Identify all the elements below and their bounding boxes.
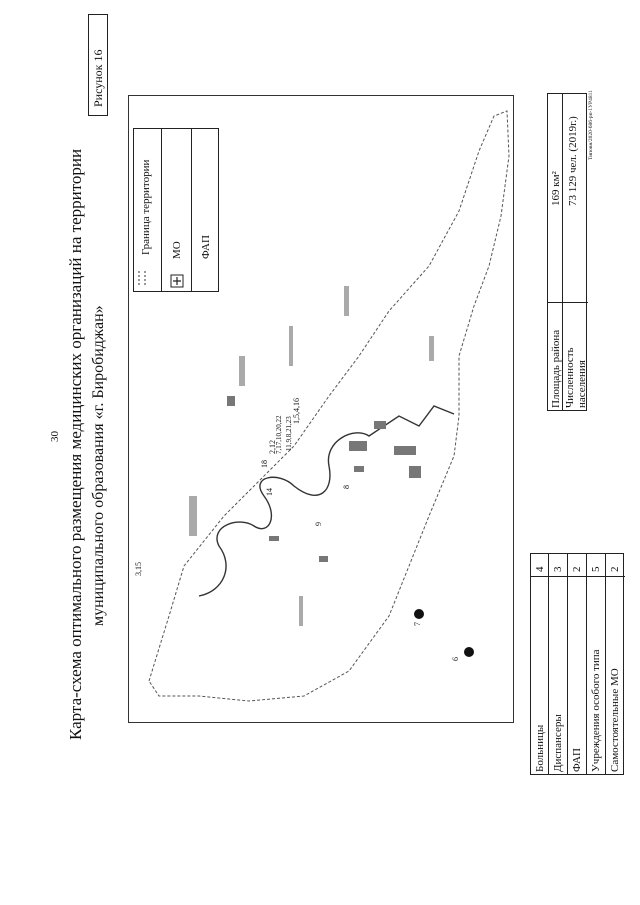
table-row: [549, 554, 568, 774]
marker-label: 6: [451, 657, 460, 661]
area-label: Площадь района: [550, 329, 562, 408]
legend-label: ФАП: [200, 235, 212, 259]
marker-label: 8: [342, 485, 351, 489]
facility-marker: [414, 609, 424, 619]
table-row: [568, 554, 587, 774]
population-value: 73 129 чел. (2019г.): [567, 116, 579, 206]
table-row: [548, 94, 563, 410]
facilities-table: [530, 553, 624, 775]
area-value: 169 км²: [550, 171, 562, 206]
source-note: Типовн/2020-686-рп-1УР4811: [588, 90, 594, 160]
figure-label: Рисунок 16: [91, 49, 105, 107]
table-row: [606, 554, 625, 774]
table-row-name: ФАП: [571, 748, 583, 772]
marker-label: 7: [413, 622, 422, 626]
marker-label: 3,15: [134, 562, 143, 576]
table-row-name: Диспансеры: [552, 714, 564, 772]
table-row-name: Самостоятельные МО: [609, 668, 621, 772]
dashed-boundary-icon: [135, 269, 161, 289]
table-row-count: 2: [571, 566, 583, 572]
page-number: 30: [49, 431, 61, 442]
table-row-name: Учреждения особого типа: [590, 649, 602, 772]
legend-label: Граница территории: [140, 159, 152, 255]
map-legend: [133, 128, 219, 292]
marker-label: 1,5,4,16: [292, 398, 301, 424]
marker-label: 9: [314, 522, 323, 526]
population-label: населения: [576, 360, 588, 408]
table-row-name: Больницы: [534, 724, 546, 772]
map-title-line2: муниципального образования «г. Биробиджан»: [90, 305, 107, 626]
river-line: [199, 406, 454, 596]
facility-marker: [464, 647, 474, 657]
marker-label: 11,9,8,21,23: [285, 416, 293, 451]
marker-label: 18: [260, 460, 269, 468]
marker-label: 14: [265, 488, 274, 496]
map-title-line1: Карта-схема оптимального размещения медицинских организаций на территории: [66, 148, 85, 740]
table-row: [587, 554, 606, 774]
table-row-count: 2: [609, 566, 621, 572]
table-row: [531, 554, 549, 774]
marker-label: 2,12: [268, 440, 277, 454]
table-row: [563, 94, 588, 410]
marker-label: 7,17,10,20,22: [275, 415, 283, 454]
legend-row-fap: [192, 129, 220, 291]
legend-label: МО: [171, 241, 183, 259]
table-row-count: 3: [552, 566, 564, 572]
population-label: Численность: [564, 347, 576, 408]
legend-row-mo: [162, 129, 192, 291]
stats-table: [547, 93, 587, 411]
table-row-count: 5: [590, 566, 602, 572]
table-row-count: 4: [534, 566, 546, 572]
medical-org-icon: [170, 274, 184, 288]
figure-label-box: [88, 14, 108, 116]
legend-row-boundary: [134, 129, 162, 291]
